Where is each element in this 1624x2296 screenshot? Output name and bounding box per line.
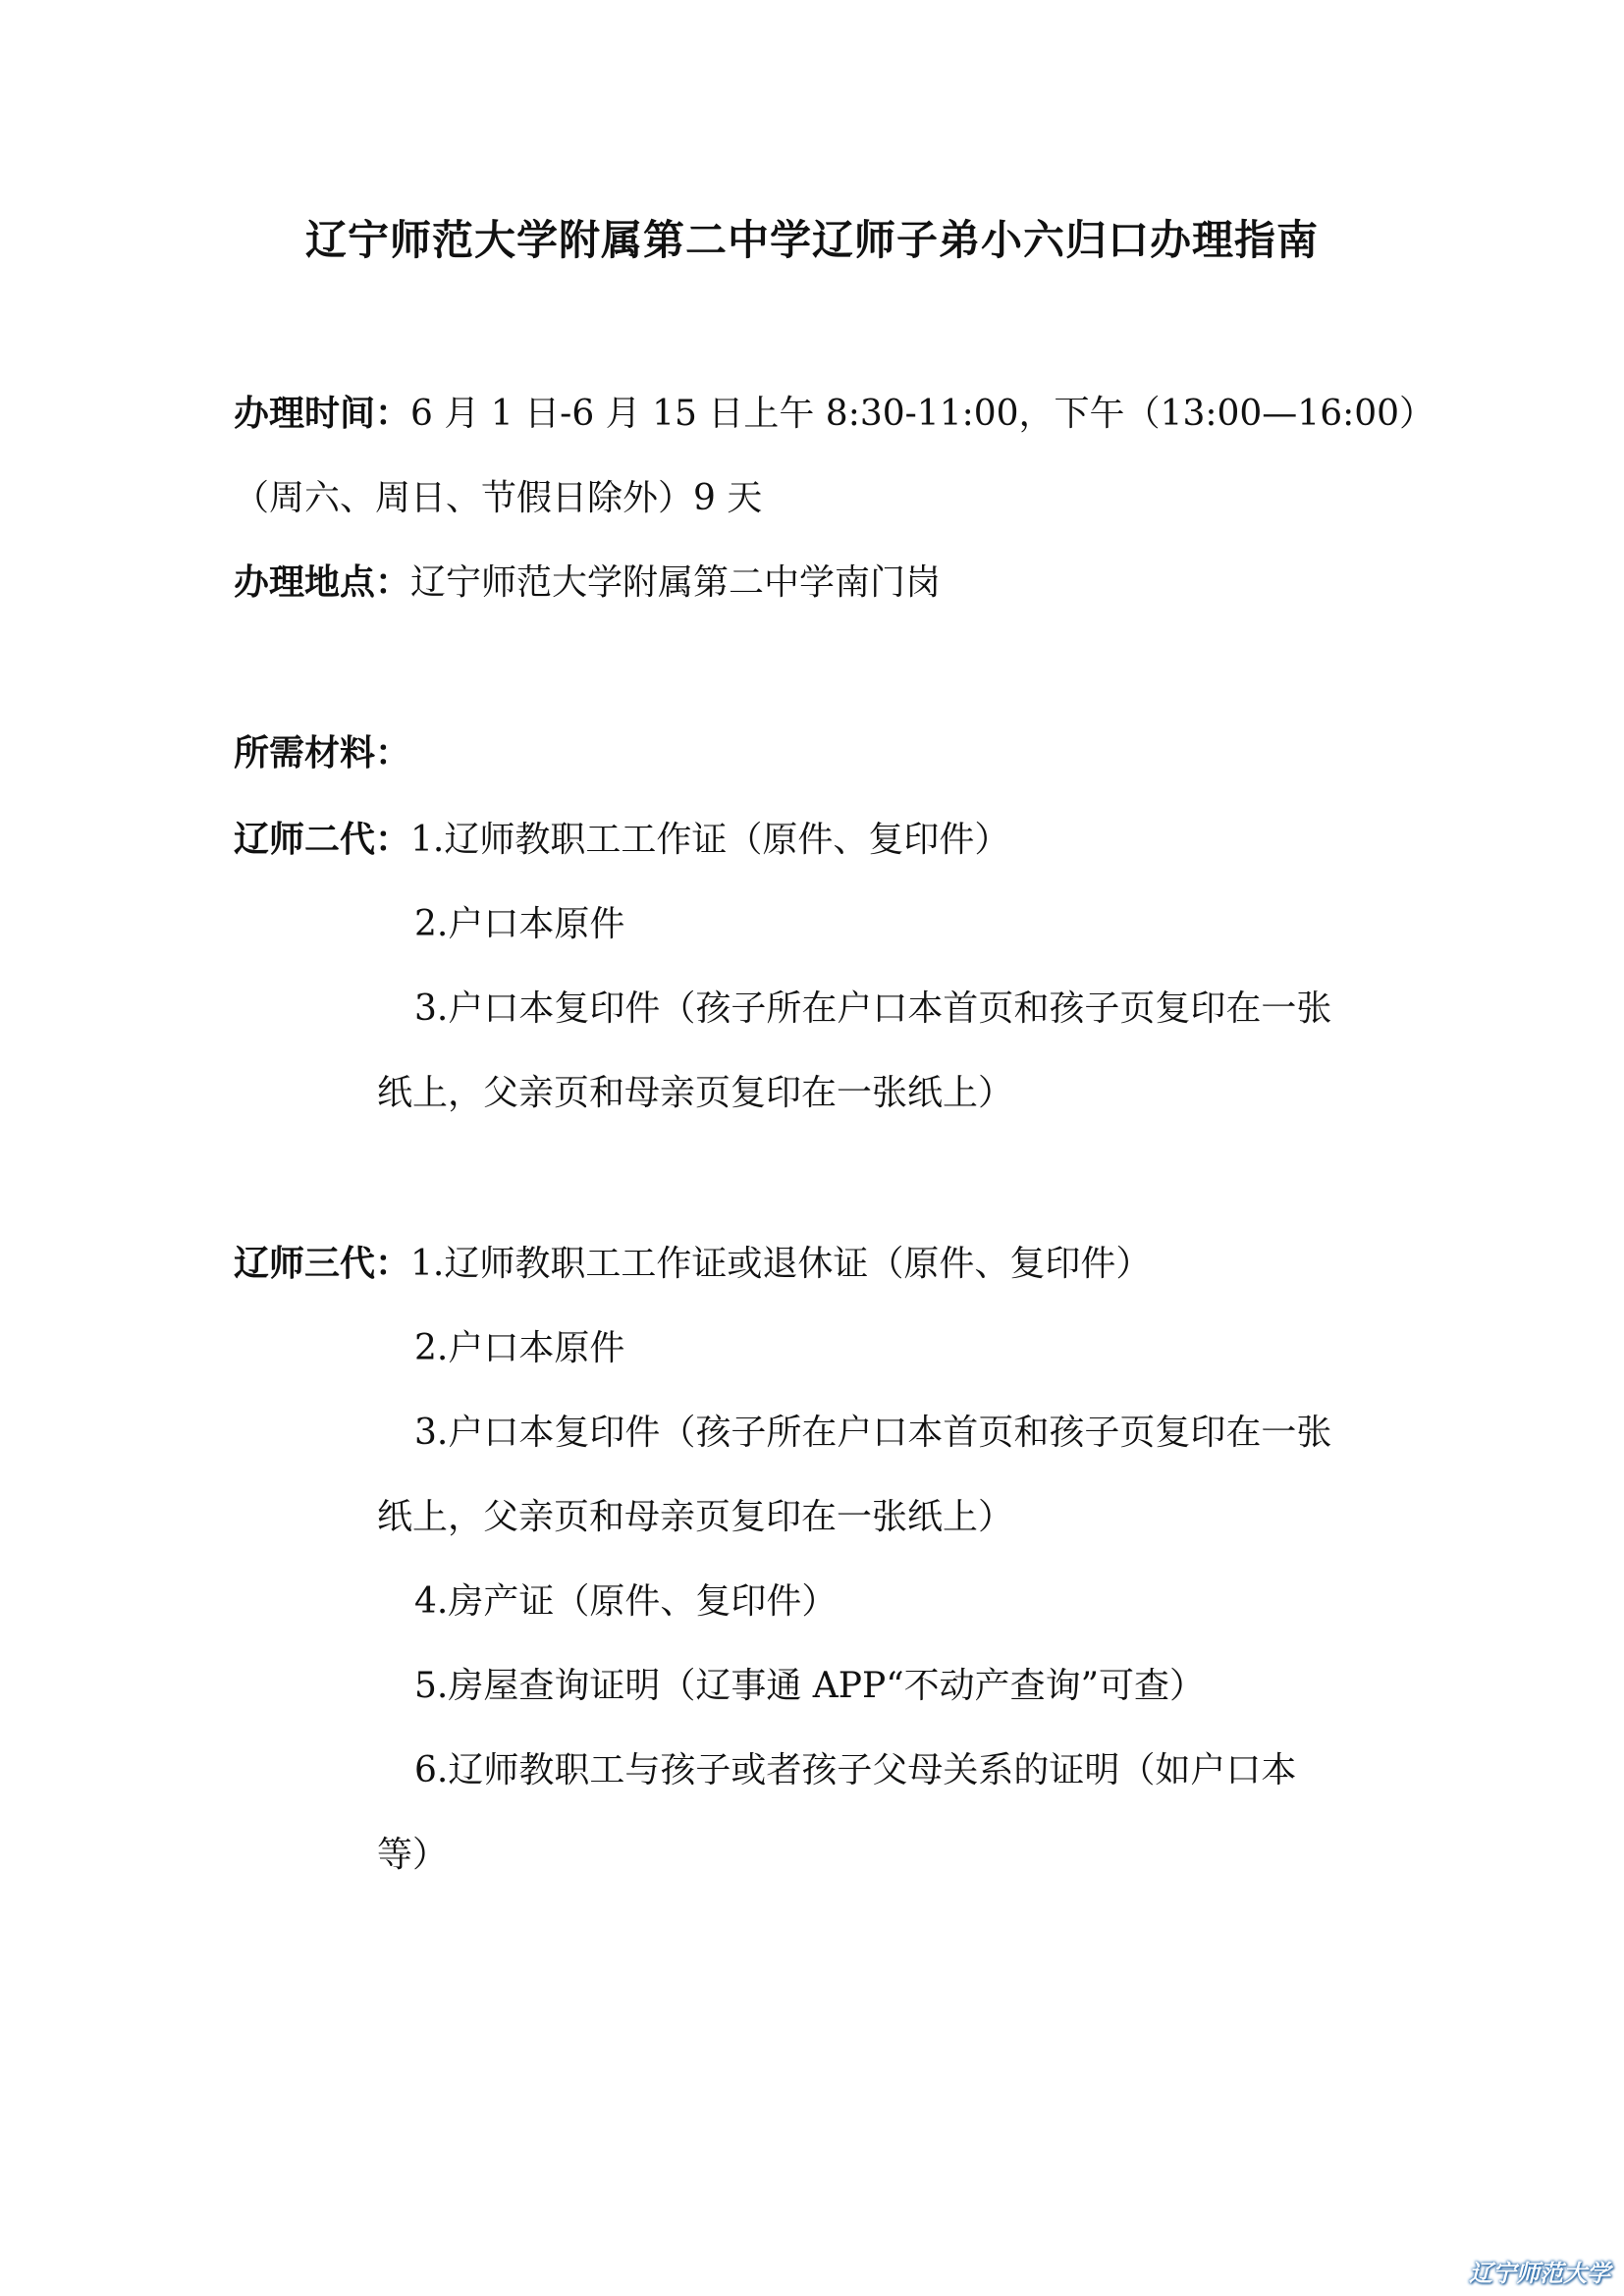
list-item: 3.户口本复印件（孩子所在户口本首页和孩子页复印在一张 — [414, 988, 1332, 1029]
page-title: 辽宁师范大学附属第二中学辽师子弟小六归口办理指南 — [304, 216, 1319, 264]
time-note: （周六、周日、节假日除外）9 天 — [234, 478, 763, 518]
second-gen-label: 辽师二代： — [234, 820, 411, 860]
time-row — [234, 391, 1435, 438]
time-label: 办理时间： — [234, 394, 411, 434]
list-item: 6.辽师教职工与孩子或者孩子父母关系的证明（如户口本 — [414, 1750, 1297, 1790]
list-item: 5.房屋查询证明（辽事通 APP“不动产查询”可查） — [414, 1666, 1206, 1706]
list-item: 2.户口本原件 — [414, 904, 625, 944]
list-item: 1.辽师教职工工作证（原件、复印件） — [410, 820, 1010, 860]
place-value: 辽宁师范大学附属第二中学南门岗 — [410, 562, 942, 603]
place-row — [234, 560, 941, 607]
list-item: 纸上，父亲页和母亲页复印在一张纸上） — [377, 1073, 1014, 1113]
materials-heading: 所需材料： — [234, 733, 411, 774]
list-item: 等） — [377, 1835, 449, 1875]
third-gen-label: 辽师三代： — [234, 1244, 411, 1284]
list-item: 3.户口本复印件（孩子所在户口本首页和孩子页复印在一张 — [414, 1413, 1332, 1453]
watermark-logo: 辽宁师范大学 — [1469, 2260, 1610, 2287]
list-item: 1.辽师教职工工作证或退休证（原件、复印件） — [410, 1244, 1152, 1284]
time-value: 6 月 1 日-6 月 15 日上午 8:30-11:00，下午（13:00—16:00） — [410, 394, 1435, 434]
list-item: 2.户口本原件 — [414, 1328, 625, 1368]
place-label: 办理地点： — [234, 562, 411, 603]
list-item: 纸上，父亲页和母亲页复印在一张纸上） — [377, 1497, 1014, 1537]
list-item: 4.房产证（原件、复印件） — [414, 1581, 838, 1622]
second-gen-row — [234, 817, 1009, 864]
third-gen-row — [234, 1241, 1151, 1288]
